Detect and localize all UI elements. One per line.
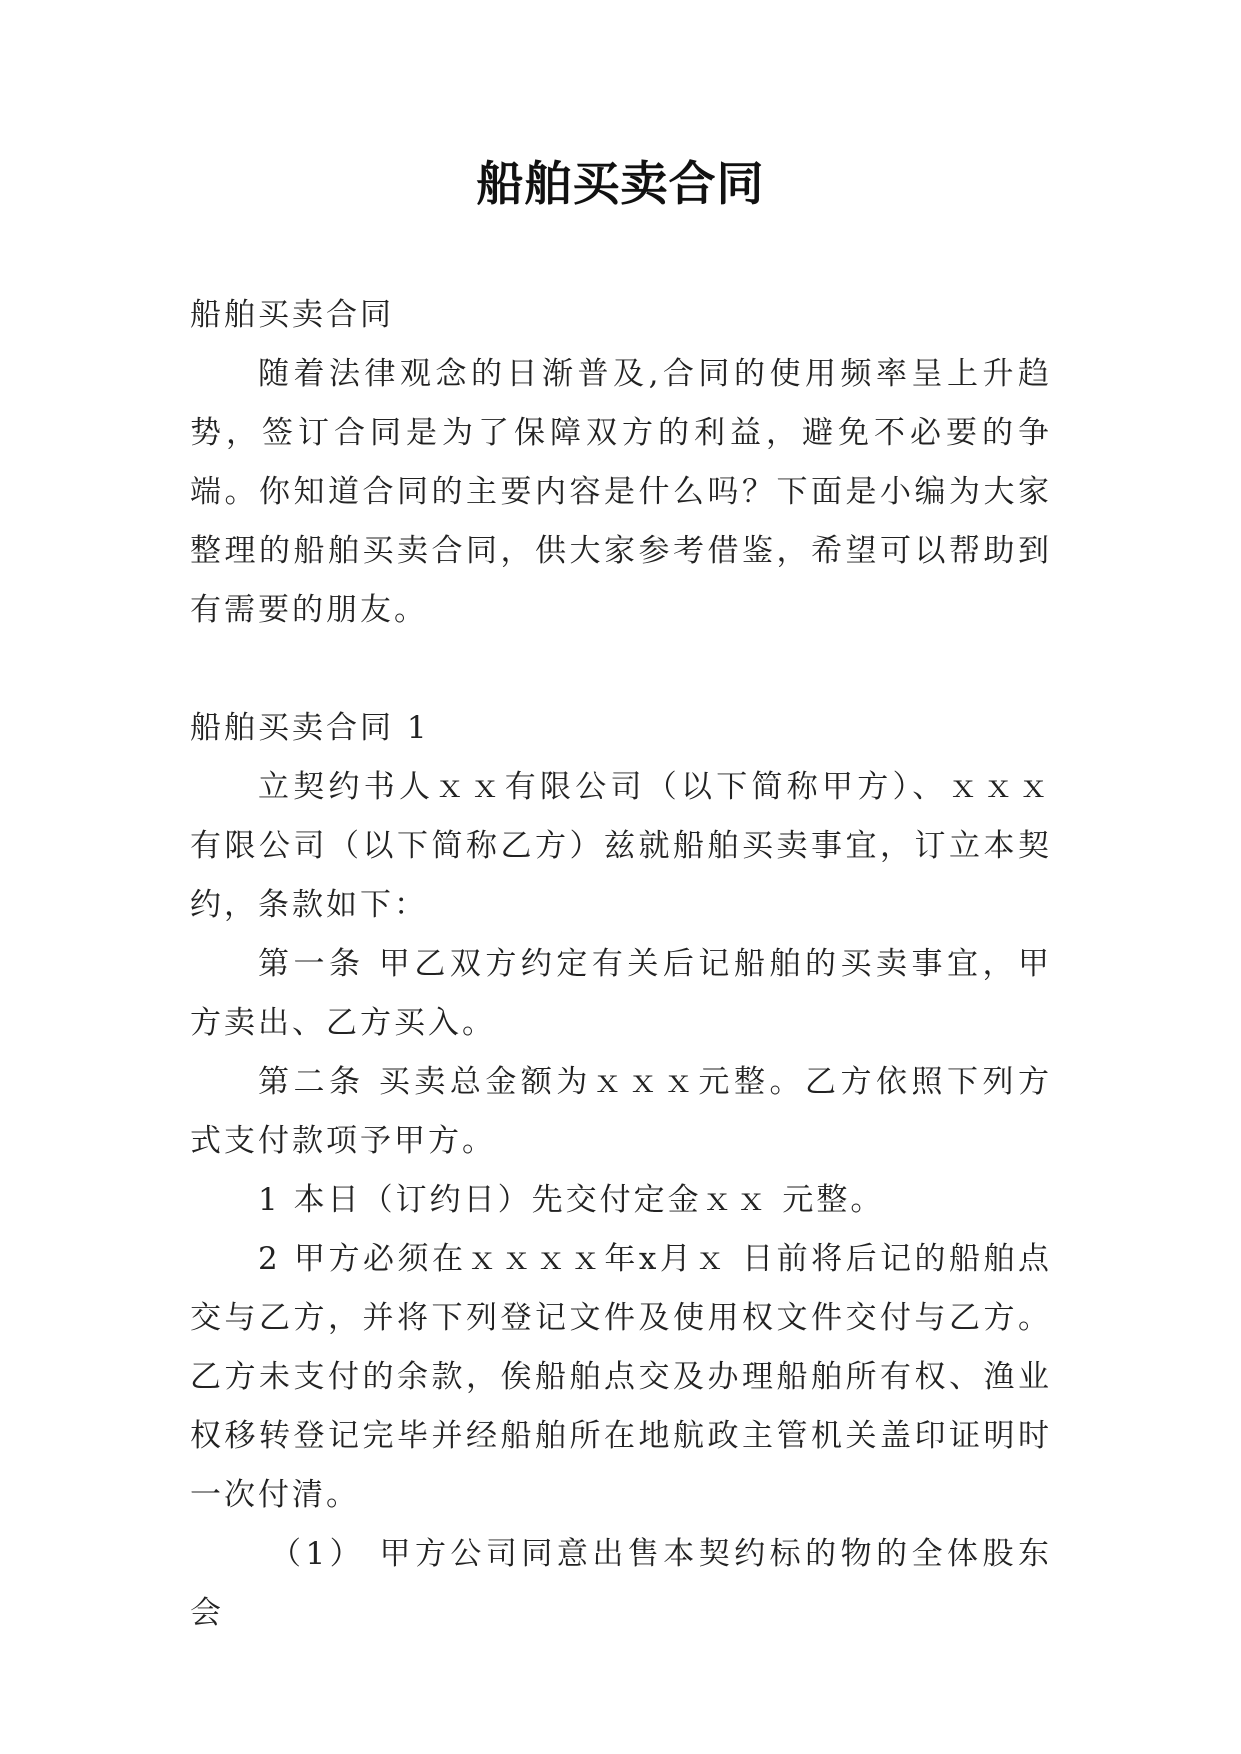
- article-two: 第二条 买卖总金额为ｘｘｘ元整。乙方依照下列方式支付款项予甲方。: [190, 1064, 1052, 1159]
- article-one: 第一条 甲乙双方约定有关后记船舶的买卖事宜，甲方卖出、乙方买入。: [190, 946, 1052, 1041]
- clause-two: 2 甲方必须在ｘｘｘｘ年x月ｘ 日前将后记的船舶点交与乙方，并将下列登记文件及使用权文件交付与乙方。乙方未支付的余款，俟船舶点交及办理船舶所有权、渔业权移转登记完毕并经船舶所在地航政主管机关盖印证明时一次付清。: [190, 1241, 1052, 1513]
- paragraph-gap: [190, 640, 1052, 699]
- section-heading: 船舶买卖合同 1: [190, 710, 430, 746]
- document-body: [190, 286, 1052, 1643]
- clause-one: 1 本日（订约日）先交付定金ｘｘ 元整。: [258, 1182, 885, 1218]
- document-subtitle: 船舶买卖合同: [190, 297, 394, 333]
- document-title: 船舶买卖合同: [476, 157, 765, 212]
- contract-preamble: 立契约书人ｘｘ有限公司（以下简称甲方）、ｘｘｘ有限公司（以下简称乙方）兹就船舶买卖事宜，订立本契约，条款如下：: [190, 769, 1052, 923]
- intro-paragraph: 随着法律观念的日渐普及,合同的使用频率呈上升趋势，签订合同是为了保障双方的利益，避免不必要的争端。你知道合同的主要内容是什么吗？下面是小编为大家整理的船舶买卖合同，供大家参考借鉴，希望可以帮助到有需要的朋友。: [190, 356, 1052, 628]
- sub-clause-one: （1） 甲方公司同意出售本契约标的物的全体股东会: [190, 1536, 1052, 1631]
